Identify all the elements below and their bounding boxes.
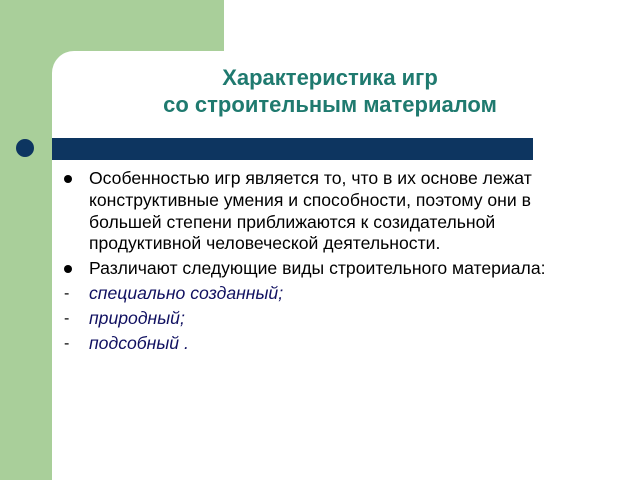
slide-title-line-1: Характеристика игр (222, 65, 438, 90)
dash-text-natural: природный; (89, 307, 185, 328)
slide-body-list (62, 168, 602, 357)
navy-divider-dot (16, 139, 34, 157)
dash-marker: - (64, 334, 70, 352)
navy-divider-bar (52, 138, 533, 160)
dash-marker: - (64, 309, 70, 327)
bullet-dot-icon (64, 175, 72, 183)
dash-text-auxiliary: подсобный . (89, 332, 189, 353)
dash-item-special (62, 283, 602, 305)
slide-title (80, 64, 580, 118)
dash-text-special: специально созданный; (89, 282, 284, 303)
dash-item-natural (62, 308, 602, 330)
bullet-item-features (62, 168, 602, 255)
slide-title-line-2: со строительным материалом (163, 92, 497, 117)
dash-marker: - (64, 284, 70, 302)
bullet-item-material-types (62, 258, 602, 280)
bullet-dot-icon (64, 265, 72, 273)
bullet-text-features: Особенностью игр является то, что в их основе лежат конструктивные умения и способности, поэтому они в большей степени приближаются к созидательной продуктивной человеческой деятельности. (89, 168, 532, 254)
bullet-text-material-types: Различают следующие виды строительного материала: (89, 258, 546, 279)
green-side-band (0, 0, 52, 480)
dash-item-auxiliary (62, 333, 602, 355)
